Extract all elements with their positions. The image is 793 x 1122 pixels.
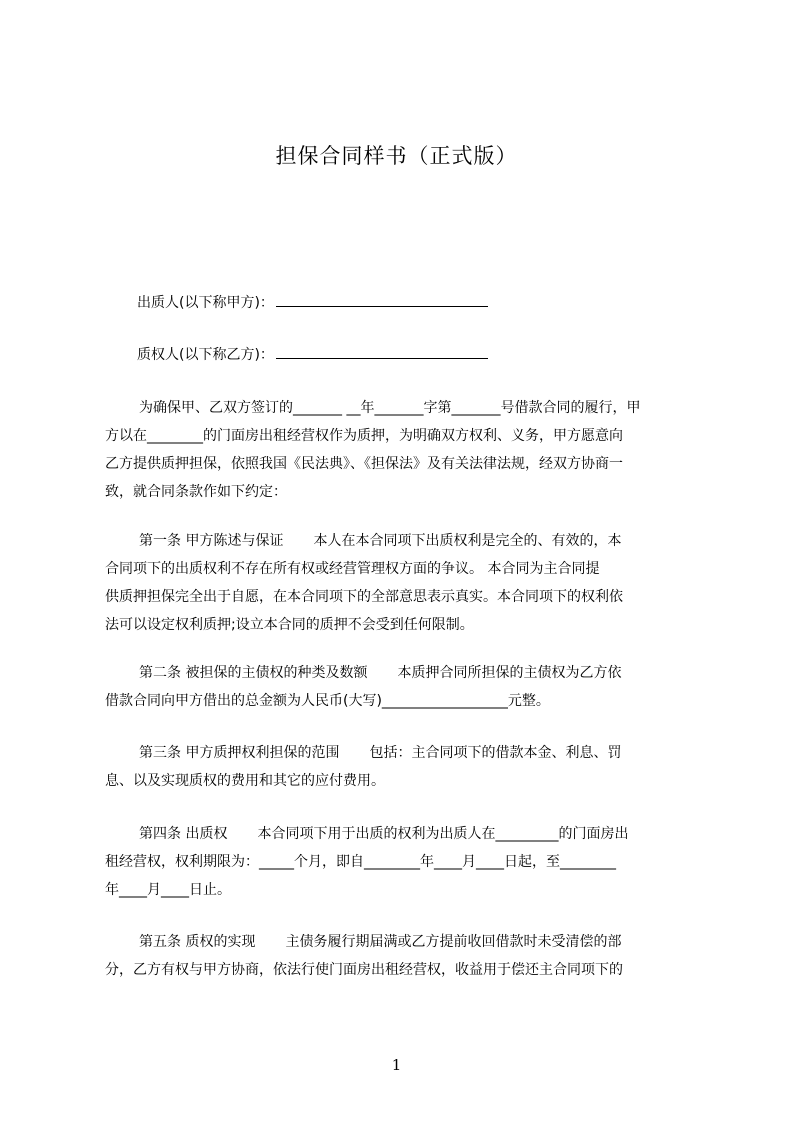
article-5-line-1: 主债务履行期届满或乙方提前收回借款时未受清偿的部 [285, 934, 622, 950]
intro-line-3: 乙方提供质押担保，依照我国《民法典》、《担保法》及有关法律法规，经双方协商一 [105, 456, 623, 472]
article-1-line-2: 合同项下的出质权利不存在所有权或经营管理权方面的争议。 本合同为主合同提 [105, 561, 600, 577]
article-3-heading: 第三条 甲方质押权利担保的范围 [139, 745, 340, 761]
article-4-line-2: 租经营权，权利期限为：_____个月，即自________年____月____日起，至________ [105, 854, 616, 870]
article-2-line-2: 借款合同向甲方借出的总金额为人民币(大写)__________________元整。 [105, 693, 550, 709]
article-3 [105, 739, 700, 795]
article-1 [105, 527, 700, 639]
pledgor-blank [276, 291, 488, 307]
intro-line-2: 方以在________的门面房出租经营权作为质押，为明确双方权利、义务，甲方愿意向 [105, 428, 623, 444]
pledgee-blank [276, 343, 488, 359]
article-2-heading: 第二条 被担保的主债权的种类及数额 [139, 665, 368, 681]
article-1-line-3: 供质押担保完全出于自愿，在本合同项下的全部意思表示真实。本合同项下的权利依 [105, 589, 623, 605]
intro-line-4: 致，就合同条款作如下约定： [105, 484, 287, 500]
article-4-heading: 第四条 出质权 [139, 826, 228, 842]
page-number: 1 [391, 1056, 402, 1074]
article-4 [105, 820, 700, 904]
article-2 [105, 659, 700, 715]
article-4-line-1: 本合同项下用于出质的权利为出质人在_________的门面房出 [257, 826, 629, 842]
pledgor-label: 出质人(以下称甲方)： [137, 295, 274, 311]
article-1-line-4: 法可以设定权利质押;设立本合同的质押不会受到任何限制。 [105, 617, 474, 633]
article-5 [105, 928, 700, 984]
document-title: 担保合同样书（正式版） [275, 144, 518, 168]
article-4-line-3: 年____月____日止。 [105, 882, 231, 898]
pledgee-field [137, 343, 488, 365]
article-1-line-1: 本人在本合同项下出质权利是完全的、有效的，本 [313, 533, 622, 549]
article-2-line-1: 本质押合同所担保的主债权为乙方依 [397, 665, 622, 681]
pledgor-field [137, 291, 488, 313]
article-5-heading: 第五条 质权的实现 [139, 934, 256, 950]
article-5-line-2: 分，乙方有权与甲方协商，依法行使门面房出租经营权，收益用于偿还主合同项下的 [105, 962, 623, 978]
article-1-heading: 第一条 甲方陈述与保证 [139, 533, 284, 549]
intro-paragraph [105, 394, 700, 506]
article-3-line-2: 息、以及实现质权的费用和其它的应付费用。 [105, 773, 385, 789]
pledgee-label: 质权人(以下称乙方)： [137, 347, 274, 363]
intro-line-1: 为确保甲、乙双方签订的_______ __年_______字第_______号借款合同的履行，甲 [139, 400, 641, 416]
article-3-line-1: 包括：主合同项下的借款本金、利息、罚 [369, 745, 622, 761]
